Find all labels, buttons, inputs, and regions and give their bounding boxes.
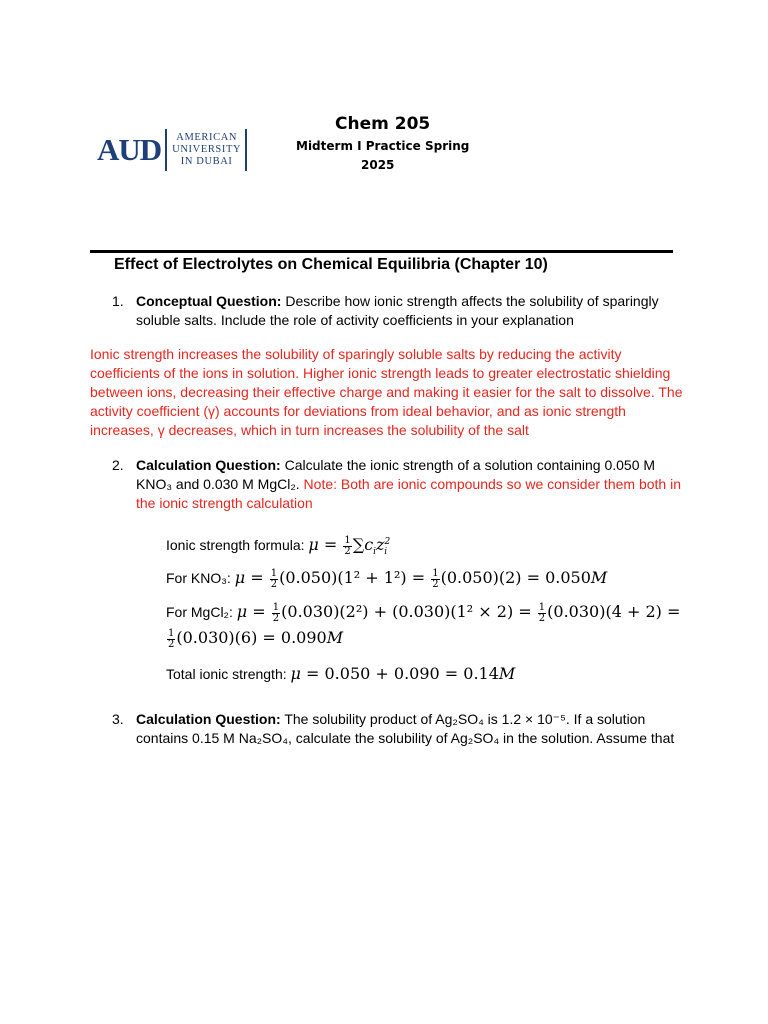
question-label: Calculation Question: [136, 711, 281, 727]
logo-name: AMERICAN UNIVERSITY IN DUBAI [172, 132, 242, 167]
question-text: KNO₃ and 0.030 M MgCl₂. [136, 476, 300, 492]
total-line: Total ionic strength: μ = 0.050 + 0.090 = 0.14M [166, 664, 516, 683]
question-text: soluble salts. Include the role of activity coefficients in your explanation [136, 312, 574, 328]
question-text: Describe how ionic strength affects the solubility of sparingly [281, 293, 659, 309]
exam-year: 2025 [361, 158, 395, 172]
logo-abbr: AUD [97, 132, 162, 167]
university-logo [97, 128, 247, 172]
answer-1: Ionic strength increases the solubility of sparingly soluble salts by reducing the activity coefficients of the ions in solution. Higher ionic strength leads to greater electrostatic shielding between ions, decreasing their effective charge and making it easier for the salt to dissolve. The activity coefficient (γ) accounts for deviations from ideal behavior, and as ionic strength increases, γ decreases, which in turn increases the solubility of the salt [90, 346, 683, 438]
formula-line: Ionic strength formula: μ = $\frac{1}{2}$ $\sum c_iz^2_i$ [166, 534, 391, 557]
question-note: Note: Both are ionic compounds so we consider them both in [299, 476, 681, 492]
question-3 [112, 710, 696, 748]
question-2 [112, 456, 696, 513]
question-note: the ionic strength calculation [136, 495, 313, 511]
exam-subtitle: Midterm I Practice Spring [296, 139, 470, 153]
logo-divider [165, 129, 167, 171]
course-title: Chem 205 [335, 114, 431, 134]
kno3-line: For KNO₃: μ = $\frac{1}{2}$ (0.050)(1² + 1²) = $\frac{1}{2}$ (0.050)(2) = 0.050M [166, 567, 608, 590]
question-text: The solubility product of Ag₂SO₄ is 1.2 × 10⁻⁵. If a solution [280, 711, 646, 727]
question-label: Conceptual Question: [136, 293, 282, 309]
question-1 [112, 292, 676, 330]
question-text: contains 0.15 M Na₂SO₄, calculate the solubility of Ag₂SO₄ in the solution. Assume that [136, 730, 675, 746]
question-number: 3. [112, 711, 124, 727]
horizontal-rule [90, 250, 673, 253]
question-number: 2. [112, 457, 124, 473]
question-label: Calculation Question: [136, 457, 281, 473]
mgcl2-line: For MgCl₂: μ = $\frac{1}{2}$ (0.030)(2²) + (0.030)(1² × 2) = $\frac{1}{2}$ (0.030)(4 + 2) = [166, 601, 681, 624]
question-text: Calculate the ionic strength of a solution containing 0.050 M [280, 457, 656, 473]
fraction-half: $\frac{1}{2}$ [344, 534, 351, 557]
logo-divider-right [245, 129, 247, 171]
section-heading: Effect of Electrolytes on Chemical Equilibria (Chapter 10) [114, 256, 548, 273]
mgcl2-line-2: $\frac{1}{2}$ (0.030)(6) = 0.090M [168, 627, 344, 650]
question-number: 1. [112, 293, 124, 309]
